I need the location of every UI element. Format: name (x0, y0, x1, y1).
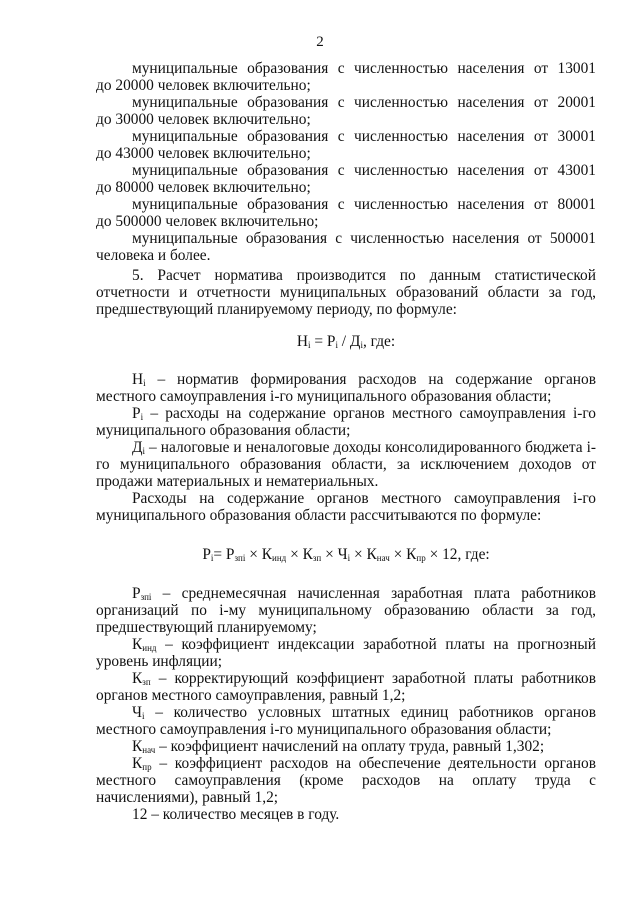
formula-expenses: $Р_i= Р_{зпi} \times К_{инд} \times К_{зп} \times Ч_i \times К_{нач} \times К_{пр} \times 12$, где: (202, 546, 490, 563)
list-item (96, 196, 596, 230)
definition-other-expenses: $К_{пр}$ – коэффициент расходов на обеспечение деятельности органов местного самоуправления (кроме расходов на оплату труда с начислениями), равный 1,2; (96, 755, 596, 806)
definition-norm: $Н_i$ – норматив формирования расходов на содержание органов местного самоуправления i-го муниципального образования области; (96, 371, 596, 405)
list-item-line1: муниципальные образования с численностью населения от 80001 (132, 196, 596, 213)
formula-norm: $Н_i = Р_i / Д_i$, где: (296, 333, 396, 350)
definition-salary: $Р_{зпi}$ – среднемесячная начисленная заработная плата работников организаций по i-му муниципальному образованию области за год, предшествующий планируемому; (96, 585, 596, 636)
list-item-line2: до 30000 человек включительно; (96, 111, 311, 128)
definition-months: 12 – количество месяцев в году. (132, 806, 340, 823)
list-item-line2: до 20000 человек включительно; (96, 77, 311, 94)
definition-salary-coefficient: $К_{зп}$ – корректирующий коэффициент заработной платы работников органов местного самоуправления, равный 1,2; (96, 670, 596, 704)
list-item-line2: до 80000 человек включительно; (96, 179, 311, 196)
list-item-line1: муниципальные образования с численностью населения от 30001 (132, 128, 596, 145)
list-item (96, 128, 596, 162)
list-item-line1: муниципальные образования с численностью населения от 43001 (132, 162, 596, 179)
list-item (96, 60, 596, 94)
list-item-line2: до 500000 человек включительно; (96, 213, 319, 230)
list-item-line2: до 43000 человек включительно; (96, 145, 311, 162)
list-item (96, 94, 596, 128)
list-item-line1: муниципальные образования с численностью населения от 13001 (132, 60, 596, 77)
definition-expenses: $Р_i$ – расходы на содержание органов местного самоуправления i-го муниципального образования области; (96, 405, 596, 439)
definition-staff-units: $Ч_i$ – количество условных штатных единиц работников органов местного самоуправления i-го муниципального образования области; (96, 704, 596, 738)
list-item (96, 162, 596, 196)
paragraph-point-5: 5. Расчет норматива производится по данным статистической отчетности и отчетности муниципальных образований области за год, предшествующий планируемому периоду, по формуле: (96, 267, 596, 318)
list-item-last: муниципальные образования с численностью населения от 500001 человека и более. (96, 230, 596, 264)
definition-indexation: $К_{инд}$ – коэффициент индексации заработной платы на прогнозный уровень инфляции; (96, 636, 596, 670)
population-list (96, 60, 596, 264)
definition-accruals: $К_{нач}$ – коэффициент начислений на оплату труда, равный 1,302; (132, 738, 545, 755)
definition-revenues: $Д_i$ – налоговые и неналоговые доходы консолидированного бюджета i-го муниципального образования области, за исключением доходов от продажи материальных и нематериальных. (96, 439, 596, 490)
page-number: 2 (316, 34, 324, 50)
list-item-line1: муниципальные образования с численностью населения от 20001 (132, 94, 596, 111)
paragraph-expenses-formula-intro: Расходы на содержание органов местного самоуправления i-го муниципального образования области рассчитываются по формуле: (96, 490, 596, 524)
document-body (96, 60, 596, 823)
